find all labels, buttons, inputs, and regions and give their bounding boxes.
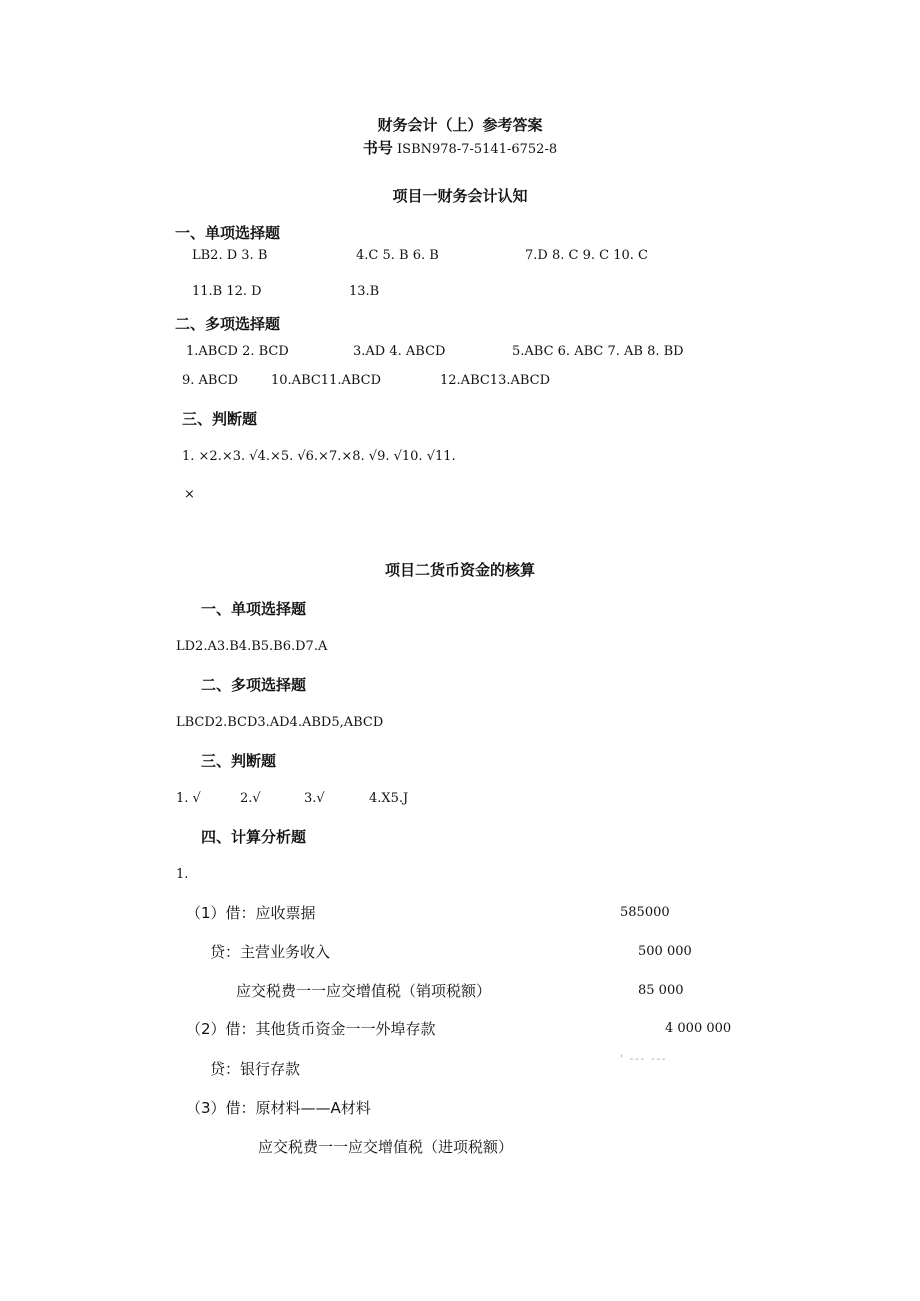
journal-entry-label: （2）借：其他货币资金一一外埠存款 bbox=[186, 1020, 436, 1038]
p1-multiple-answer: 10.ABC11.ABCD bbox=[271, 373, 382, 388]
p1-multiple-answer: 3.AD 4. ABCD bbox=[353, 344, 446, 359]
p2-single-answers: LD2.A3.B4.B5.B6.D7.A bbox=[176, 639, 328, 654]
journal-entry-amount: 4 000 000 bbox=[665, 1021, 732, 1036]
journal-entry-amount: 500 000 bbox=[638, 944, 692, 959]
p1-single-answer: LB2. D 3. B bbox=[192, 248, 268, 263]
p1-single-answer: 4.C 5. B 6. B bbox=[356, 248, 439, 263]
p1-single-heading: 一、单项选择题 bbox=[175, 224, 281, 242]
isbn-value: ISBN978-7-5141-6752-8 bbox=[397, 142, 558, 157]
isbn-line bbox=[0, 139, 920, 158]
p1-judge-heading: 三、判断题 bbox=[182, 410, 258, 428]
journal-entry-label: 应交税费一一应交增值税（进项税额） bbox=[258, 1138, 514, 1156]
p1-judge-answers-cont: × bbox=[184, 487, 195, 502]
p1-multiple-answer: 12.ABC13.ABCD bbox=[440, 373, 551, 388]
p2-judge-answer: 1. √ bbox=[176, 791, 201, 806]
p1-judge-answers: 1. ×2.×3. √4.×5. √6.×7.×8. √9. √10. √11. bbox=[182, 449, 456, 464]
p1-single-answer: 13.B bbox=[349, 284, 380, 299]
p2-calc-number: 1. bbox=[176, 867, 189, 882]
journal-entry-label: 贷：主营业务收入 bbox=[210, 943, 331, 961]
journal-entry-label: （3）借：原材料——A材料 bbox=[186, 1099, 371, 1117]
p1-multiple-answer: 1.ABCD 2. BCD bbox=[186, 344, 289, 359]
journal-entry-amount: 85 000 bbox=[638, 983, 684, 998]
p1-single-answer: 7.D 8. C 9. C 10. C bbox=[525, 248, 648, 263]
p2-calc-heading: 四、计算分析题 bbox=[201, 828, 307, 846]
project1-title: 项目一财务会计认知 bbox=[392, 187, 528, 205]
project2-title: 项目二货币资金的核算 bbox=[384, 561, 535, 579]
journal-entry-amount: 585000 bbox=[620, 905, 670, 920]
journal-entry-amount: ' --- --- bbox=[620, 1054, 668, 1065]
p2-judge-answer: 3.√ bbox=[304, 791, 325, 806]
isbn-label: 书号 bbox=[362, 139, 393, 157]
journal-entry-label: （1）借：应收票据 bbox=[186, 904, 316, 922]
p2-judge-answer: 2.√ bbox=[240, 791, 261, 806]
p1-single-answer: 11.B 12. D bbox=[192, 284, 262, 299]
p1-multiple-answer: 9. ABCD bbox=[182, 373, 239, 388]
document-title: 财务会计（上）参考答案 bbox=[377, 116, 543, 134]
p1-multiple-heading: 二、多项选择题 bbox=[175, 315, 281, 333]
p2-multiple-heading: 二、多项选择题 bbox=[201, 676, 307, 694]
p2-multiple-answers: LBCD2.BCD3.AD4.ABD5,ABCD bbox=[176, 715, 384, 730]
p1-multiple-answer: 5.ABC 6. ABC 7. AB 8. BD bbox=[512, 344, 684, 359]
p2-judge-answer: 4.X5.J bbox=[369, 791, 409, 806]
journal-entry-label: 应交税费一一应交增值税（销项税额） bbox=[236, 982, 492, 1000]
p2-judge-heading: 三、判断题 bbox=[201, 752, 277, 770]
journal-entry-label: 贷：银行存款 bbox=[210, 1060, 301, 1078]
p2-single-heading: 一、单项选择题 bbox=[201, 600, 307, 618]
